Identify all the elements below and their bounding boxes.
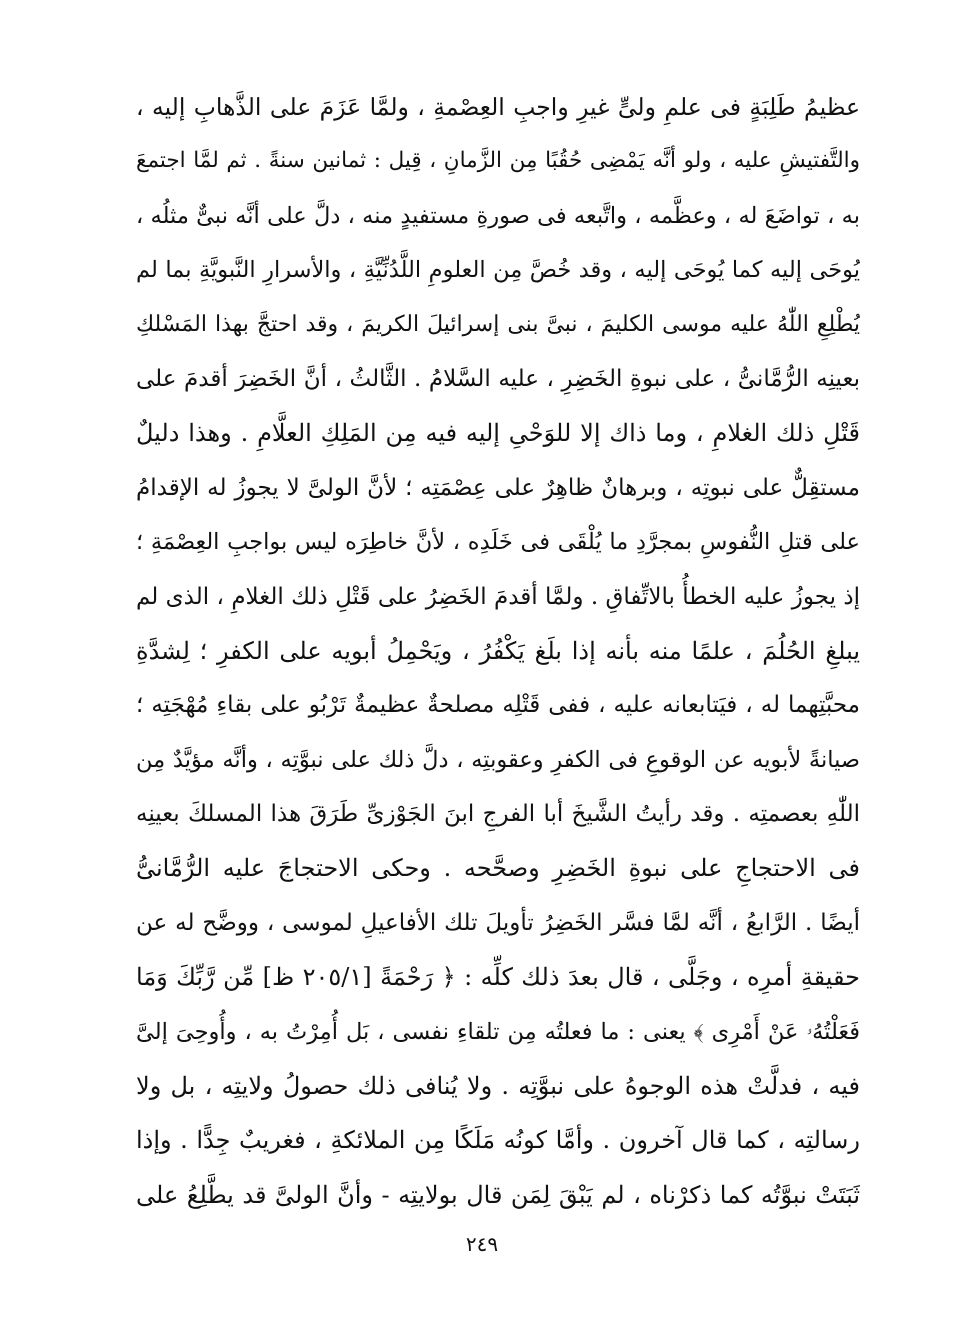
text-line: اللّٰهِ بعصمتِه . وقد رأيتُ الشَّيخَ أبا الفرجِ ابنَ الجَوْزىِّ طَرَقَ هذا المسلكَ بعينِه [136,801,860,828]
body-text [136,80,860,1222]
text-line: محبَّتِهما له ، فيَتابعانه عليه ، ففى قَتْلِه مصلحةٌ عظيمةٌ تَرْبُو على بقاءِ مُهْجَتِه ؛ [136,692,860,719]
text-line: والتَّفتيشِ عليه ، ولو أنَّه يَمْضِى حُقُبًا مِن الزَّمانِ ، قِيل : ثمانين سنةً . ثم لمَّا اجتمعَ [136,148,860,174]
text-line: ثَبَتَتْ نبوَّتُه كما ذكرْناه ، لم يَبْقَ لِمَن قال بولايتِه - وأنَّ الولىَّ قد يطَّلِعُ على [136,1180,860,1209]
text-line: مستقِلٌّ على نبوتِه ، وبرهانٌ ظاهِرٌ على عِصْمَتِه ؛ لأنَّ الولىَّ لا يجوزُ له الإقدامُ [136,474,860,501]
text-line: فَعَلْتُهُۥ عَنْ أَمْرِى ﴾ يعنى : ما فعلتُه مِن تلقاءِ نفسى ، بَل أُمِرْتُ به ، وأُوحِىَ إلىَّ [136,1018,860,1045]
text-line: يُوحَى إليه كما يُوحَى إليه ، وقد خُصَّ مِن العلومِ اللَّدُنِّيَّةِ ، والأسرارِ النَّبويَّةِ بما لم [136,257,860,284]
text-line: أيضًا . الرَّابعُ ، أنَّه لمَّا فسَّر الخَضِرُ تأويلَ تلك الأفاعيلِ لموسى ، ووضَّح له عن [136,909,860,936]
text-line: حقيقةِ أمرِه ، وجَلَّى ، قال بعدَ ذلك كلِّه : ﴿ رَحْمَةً [٢٠٥/١ ظ] مِّن رَّبِّكَ وَمَا [136,963,860,992]
text-line: يبلغِ الحُلُمَ ، علمًا منه بأنه إذا بلَغ يَكْفُرُ ، ويَحْمِلُ أبويه على الكفرِ ؛ لِشدَّةِ [136,636,860,665]
text-line: صيانةً لأبويه عن الوقوعِ فى الكفرِ وعقوبتِه ، دلَّ ذلك على نبوَّتِه ، وأنَّه مؤيَّدٌ مِن [136,746,860,773]
text-line: يُطْلِعِ اللّٰهُ عليه موسى الكليمَ ، نبىَّ بنى إسرائيلَ الكريمَ ، وقد احتجَّ بهذا المَسْلكِ [136,311,860,337]
text-line: عظيمُ طَلِبَةٍ فى علمِ ولىٍّ غيرِ واجبِ العِصْمةِ ، ولمَّا عَزَمَ على الذَّهابِ إليه ، [136,93,860,121]
page-number: ٢٤٩ [465,1232,499,1256]
text-line: بعينِه الرُّمَّانىُّ ، على نبوةِ الخَضِرِ ، عليه السَّلامُ . الثَّالثُ ، أنَّ الخَضِرَ أقدمَ على [136,365,860,392]
text-line: قَتْلِ ذلك الغلامِ ، وما ذاك إلا للوَحْىِ إليه فيه مِن المَلِكِ العلَّامِ . وهذا دليلٌ [136,419,860,448]
text-line: به ، تواضَعَ له ، وعظَّمه ، واتَّبعه فى صورةِ مستفيدٍ منه ، دلَّ على أنَّه نبىٌّ مثلُه ، [136,202,860,229]
text-line: فيه ، فدلَّتْ هذه الوجوهُ على نبوَّتِه . ولا يُنافى ذلك حصولُ ولايتِه ، بل ولا [136,1072,860,1101]
text-line: رسالتِه ، كما قال آخرون . وأمَّا كونُه مَلَكًا مِن الملائكةِ ، فغريبٌ جِدًّا . وإذا [136,1126,860,1155]
text-line: إذ يجوزُ عليه الخطأُ بالاتِّفاقِ . ولمَّا أقدمَ الخَضِرُ على قَتْلِ ذلك الغلامِ ، الذى لم [136,583,860,610]
text-line: على قتلِ النُّفوسِ بمجرَّدِ ما يُلْقَى فى خَلَدِه ، لأنَّ خاطِرَه ليس بواجبِ العِصْمَةِ ؛ [136,529,860,556]
text-line: فى الاحتجاجِ على نبوةِ الخَضِرِ وصحَّحه . وحكى الاحتجاجَ عليه الرُّمَّانىُّ [136,854,860,883]
